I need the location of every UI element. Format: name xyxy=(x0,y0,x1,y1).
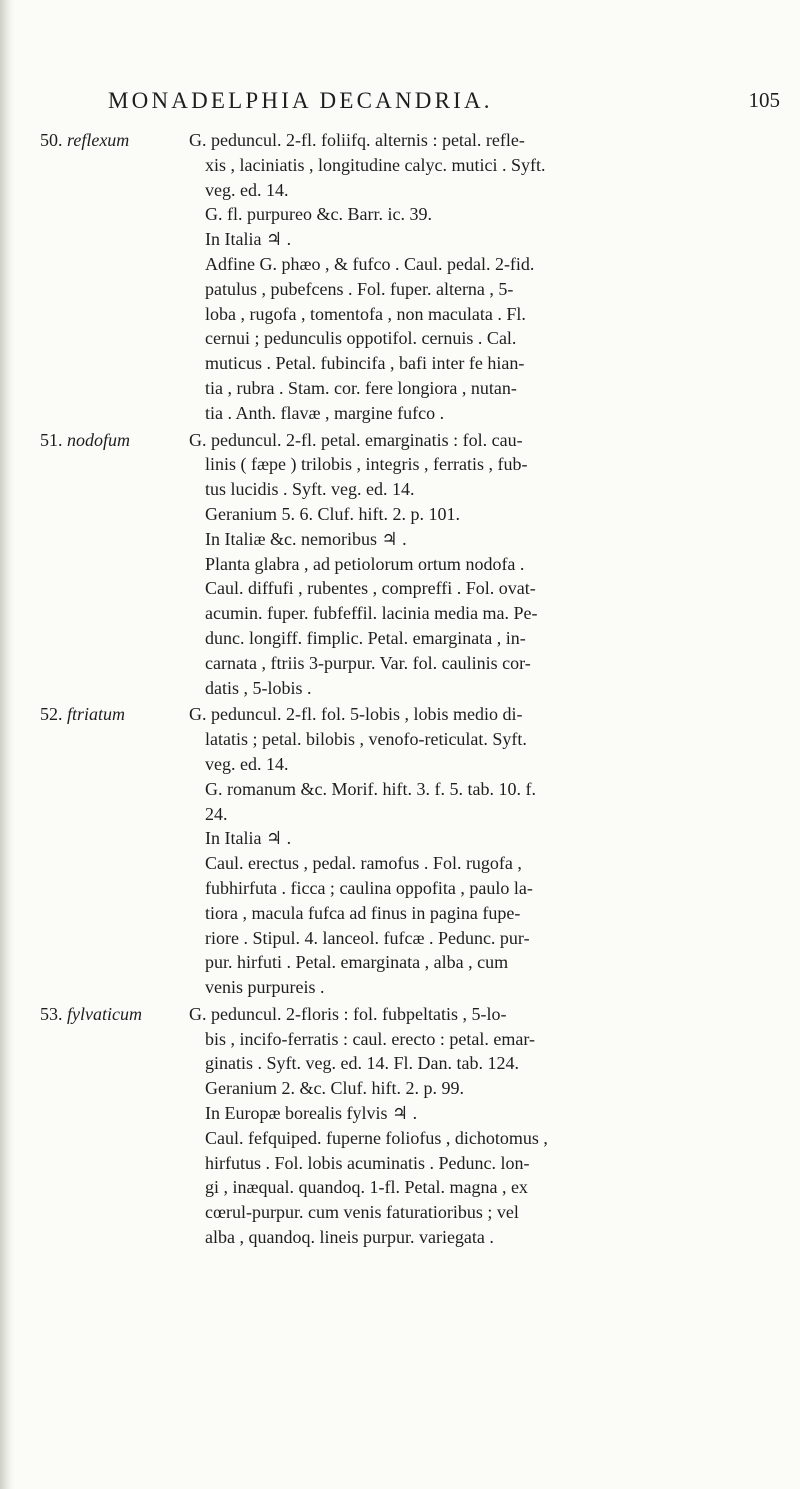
species-label xyxy=(40,1002,190,1027)
text-line: pur. hirfuti . Petal. emarginata , alba , cum xyxy=(205,952,509,973)
species-name: fylvaticum xyxy=(67,1003,142,1024)
text-line: cernui ; pedunculis oppotifol. cernuis . Cal. xyxy=(205,328,517,349)
species-entries xyxy=(40,128,790,1252)
text-line: G. romanum &c. Morif. hift. 3. f. 5. tab. 10. f. xyxy=(205,778,536,799)
text-line: tiora , macula fufca ad finus in pagina fupe- xyxy=(205,902,521,923)
running-title: MONADELPHIA DECANDRIA. xyxy=(108,88,493,113)
species-name: nodofum xyxy=(67,429,130,450)
text-line: gi , inæqual. quandoq. 1-fl. Petal. magna , ex xyxy=(205,1177,528,1198)
species-label xyxy=(40,428,190,453)
text-line: patulus , pubefcens . Fol. fuper. alterna , 5- xyxy=(205,278,514,299)
text-line: G. peduncul. 2-fl. fol. 5-lobis , lobis medio di- xyxy=(189,704,523,725)
text-line: In Italiæ &c. nemoribus ♃ . xyxy=(205,528,407,549)
text-line: fubhirfuta . ficca ; caulina oppofita , paulo la- xyxy=(205,877,533,898)
text-line: veg. ed. 14. xyxy=(205,179,289,200)
species-entry xyxy=(40,428,790,701)
species-number: 50. xyxy=(40,130,63,150)
species-label xyxy=(40,702,190,727)
text-line: 24. xyxy=(205,803,228,824)
text-line: tia . Anth. flavæ , margine fufco . xyxy=(205,402,445,423)
species-number: 51. xyxy=(40,429,63,450)
page-number: 105 xyxy=(748,88,780,112)
text-line: In Europæ borealis fylvis ♃ . xyxy=(205,1103,418,1124)
text-line: muticus . Petal. fubincifa , bafi inter fe hian- xyxy=(205,353,525,374)
text-line: latatis ; petal. bilobis , venofo-reticulat. Syft. xyxy=(205,729,527,750)
species-number: 52. xyxy=(40,704,63,725)
text-line: tia , rubra . Stam. cor. fere longiora , nutan- xyxy=(205,377,517,398)
page-gutter-shadow xyxy=(0,0,14,1489)
text-line: loba , rugofa , tomentofa , non maculata . Fl. xyxy=(205,303,526,324)
text-line: G. peduncul. 2-floris : fol. fubpeltatis , 5-lo- xyxy=(189,1003,507,1024)
text-line: riore . Stipul. 4. lanceol. fufcæ . Pedunc. pur- xyxy=(205,927,530,948)
text-line: Caul. diffufi , rubentes , compreffi . Fol. ovat- xyxy=(205,578,536,599)
text-line: ginatis . Syft. veg. ed. 14. Fl. Dan. tab. 124. xyxy=(205,1053,519,1074)
species-description xyxy=(189,428,789,701)
text-line: tus lucidis . Syft. veg. ed. 14. xyxy=(205,479,415,500)
text-line: bis , incifo-ferratis : caul. erecto : petal. emar- xyxy=(205,1028,535,1049)
running-header xyxy=(108,88,780,118)
text-line: Planta glabra , ad petiolorum ortum nodofa . xyxy=(205,553,525,574)
text-line: alba , quandoq. lineis purpur. variegata . xyxy=(205,1227,494,1248)
text-line: G. peduncul. 2-fl. foliifq. alternis : petal. refle- xyxy=(189,130,525,150)
species-number: 53. xyxy=(40,1003,63,1024)
species-name: ftriatum xyxy=(67,704,126,725)
species-entry xyxy=(40,702,790,1000)
text-line: In Italia ♃ . xyxy=(205,229,292,250)
text-line: G. peduncul. 2-fl. petal. emarginatis : fol. cau- xyxy=(189,429,523,450)
text-line: dunc. longiff. fimplic. Petal. emarginata , in- xyxy=(205,627,526,648)
text-line: linis ( fæpe ) trilobis , integris , ferratis , fub- xyxy=(205,454,528,475)
species-description xyxy=(189,128,789,426)
species-entry xyxy=(40,1002,790,1250)
text-line: In Italia ♃ . xyxy=(205,828,292,849)
text-line: veg. ed. 14. xyxy=(205,753,289,774)
text-line: cœrul-purpur. cum venis faturatioribus ; vel xyxy=(205,1202,519,1223)
text-line: acumin. fuper. fubfeffil. lacinia media ma. Pe- xyxy=(205,603,538,624)
text-line: Geranium 2. &c. Cluf. hift. 2. p. 99. xyxy=(205,1078,464,1099)
text-line: Caul. erectus , pedal. ramofus . Fol. rugofa , xyxy=(205,853,522,874)
species-name: reflexum xyxy=(67,130,130,150)
text-line: xis , laciniatis , longitudine calyc. mutici . Syft. xyxy=(205,154,546,175)
species-entry xyxy=(40,128,790,426)
text-line: Caul. fefquiped. fuperne foliofus , dichotomus , xyxy=(205,1127,548,1148)
text-line: hirfutus . Fol. lobis acuminatis . Pedunc. lon- xyxy=(205,1152,530,1173)
species-label xyxy=(40,128,190,153)
text-line: carnata , ftriis 3-purpur. Var. fol. caulinis cor- xyxy=(205,652,531,673)
text-line: G. fl. purpureo &c. Barr. ic. 39. xyxy=(205,204,432,225)
species-description xyxy=(189,1002,789,1250)
text-line: Adfine G. phæo , & fufco . Caul. pedal. 2-fid. xyxy=(205,253,535,274)
species-description xyxy=(189,702,789,1000)
text-line: datis , 5-lobis . xyxy=(205,677,312,698)
text-line: Geranium 5. 6. Cluf. hift. 2. p. 101. xyxy=(205,503,460,524)
text-line: venis purpureis . xyxy=(205,977,325,998)
